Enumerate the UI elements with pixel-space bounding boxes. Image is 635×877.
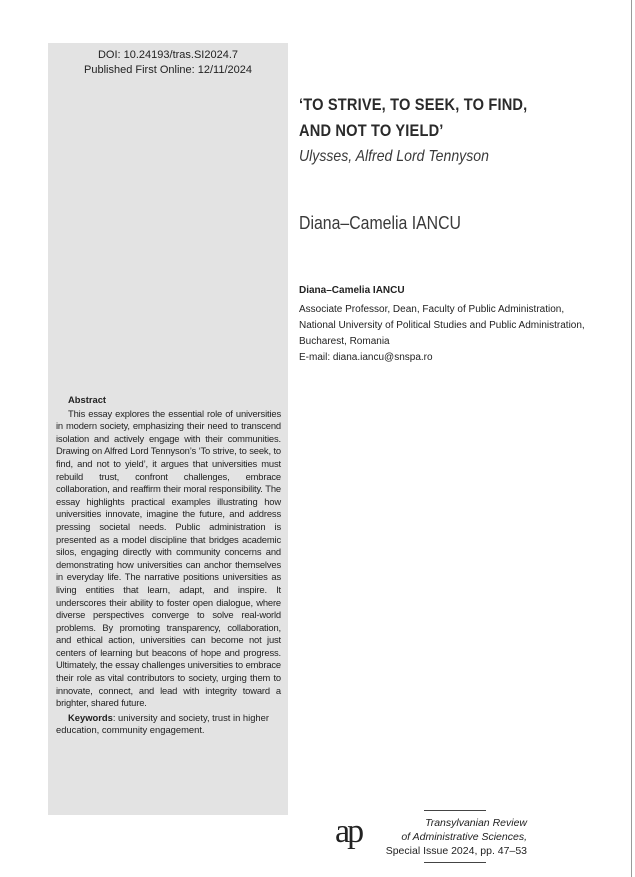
keywords-label: Keywords	[68, 711, 113, 723]
footer-rule-top	[424, 810, 486, 811]
article-subtitle: Ulysses, Alfred Lord Tennyson	[299, 148, 489, 165]
published-date: Published First Online: 12/11/2024	[84, 64, 252, 76]
page-edge-rule	[631, 0, 632, 877]
journal-name-line-1: Transylvanian Review	[425, 817, 527, 829]
title-line-1: ‘TO STRIVE, TO SEEK, TO FIND,	[299, 95, 528, 114]
doi-block	[48, 48, 288, 78]
affiliation-line: National University of Political Studies and Public Administration,	[299, 320, 585, 331]
author-name: Diana–Camelia IANCU	[299, 213, 461, 233]
affiliation-line: Bucharest, Romania	[299, 336, 390, 347]
article-title	[299, 92, 557, 144]
affiliation-name: Diana–Camelia IANCU	[299, 285, 405, 296]
journal-issue: Special Issue 2024, pp. 47–53	[385, 845, 527, 857]
affiliation-block	[299, 283, 619, 366]
keywords-text: : university and society, trust in higher education, community engagement.	[56, 711, 269, 736]
affiliation-line: Associate Professor, Dean, Faculty of Public Administration,	[299, 304, 565, 315]
publisher-logo: ap	[335, 813, 362, 850]
abstract-text: This essay explores the essential role of universities in modern society, emphasizing their need to transcend isolation and actively engage with their communities. Drawing on Alfred Lord Tennyson’s ‘To strive, to seek, to find, and not to yield’, it argues that universities must rebuild trust, confront challenges, embrace collaboration, and reaffirm their moral responsibility. The essay highlights practical examples illustrating how universities innovate, imagine the future, and address pressing societal needs. Public administration is presented as a model discipline that bridges academic silos, engaging directly with community concerns and demonstrating how universities can anchor themselves in everyday life. The narrative positions universities as living entities that learn, adapt, and inspire. It underscores their ability to foster open dialogue, where diverse perspectives converge to solve real-world problems. By promoting transparency, collaboration, and ethical action, universities can become not just centers of learning but beacons of hope and progress. Ultimately, the essay challenges universities to embrace their role as vital contributors to society, urging them to innovate, connect, and lead with integrity toward a brighter, shared future.	[56, 407, 281, 709]
journal-name-line-2: of Administrative Sciences,	[401, 831, 527, 843]
abstract-section	[56, 394, 281, 737]
abstract-heading: Abstract	[68, 394, 107, 405]
footer-rule-bottom	[424, 862, 486, 863]
doi-text[interactable]: DOI: 10.24193/tras.SI2024.7	[97, 49, 239, 61]
author-email[interactable]: E-mail: diana.iancu@snspa.ro	[299, 352, 433, 363]
title-line-2: AND NOT TO YIELD’	[299, 121, 444, 140]
keywords	[56, 712, 281, 737]
journal-info	[379, 816, 527, 858]
